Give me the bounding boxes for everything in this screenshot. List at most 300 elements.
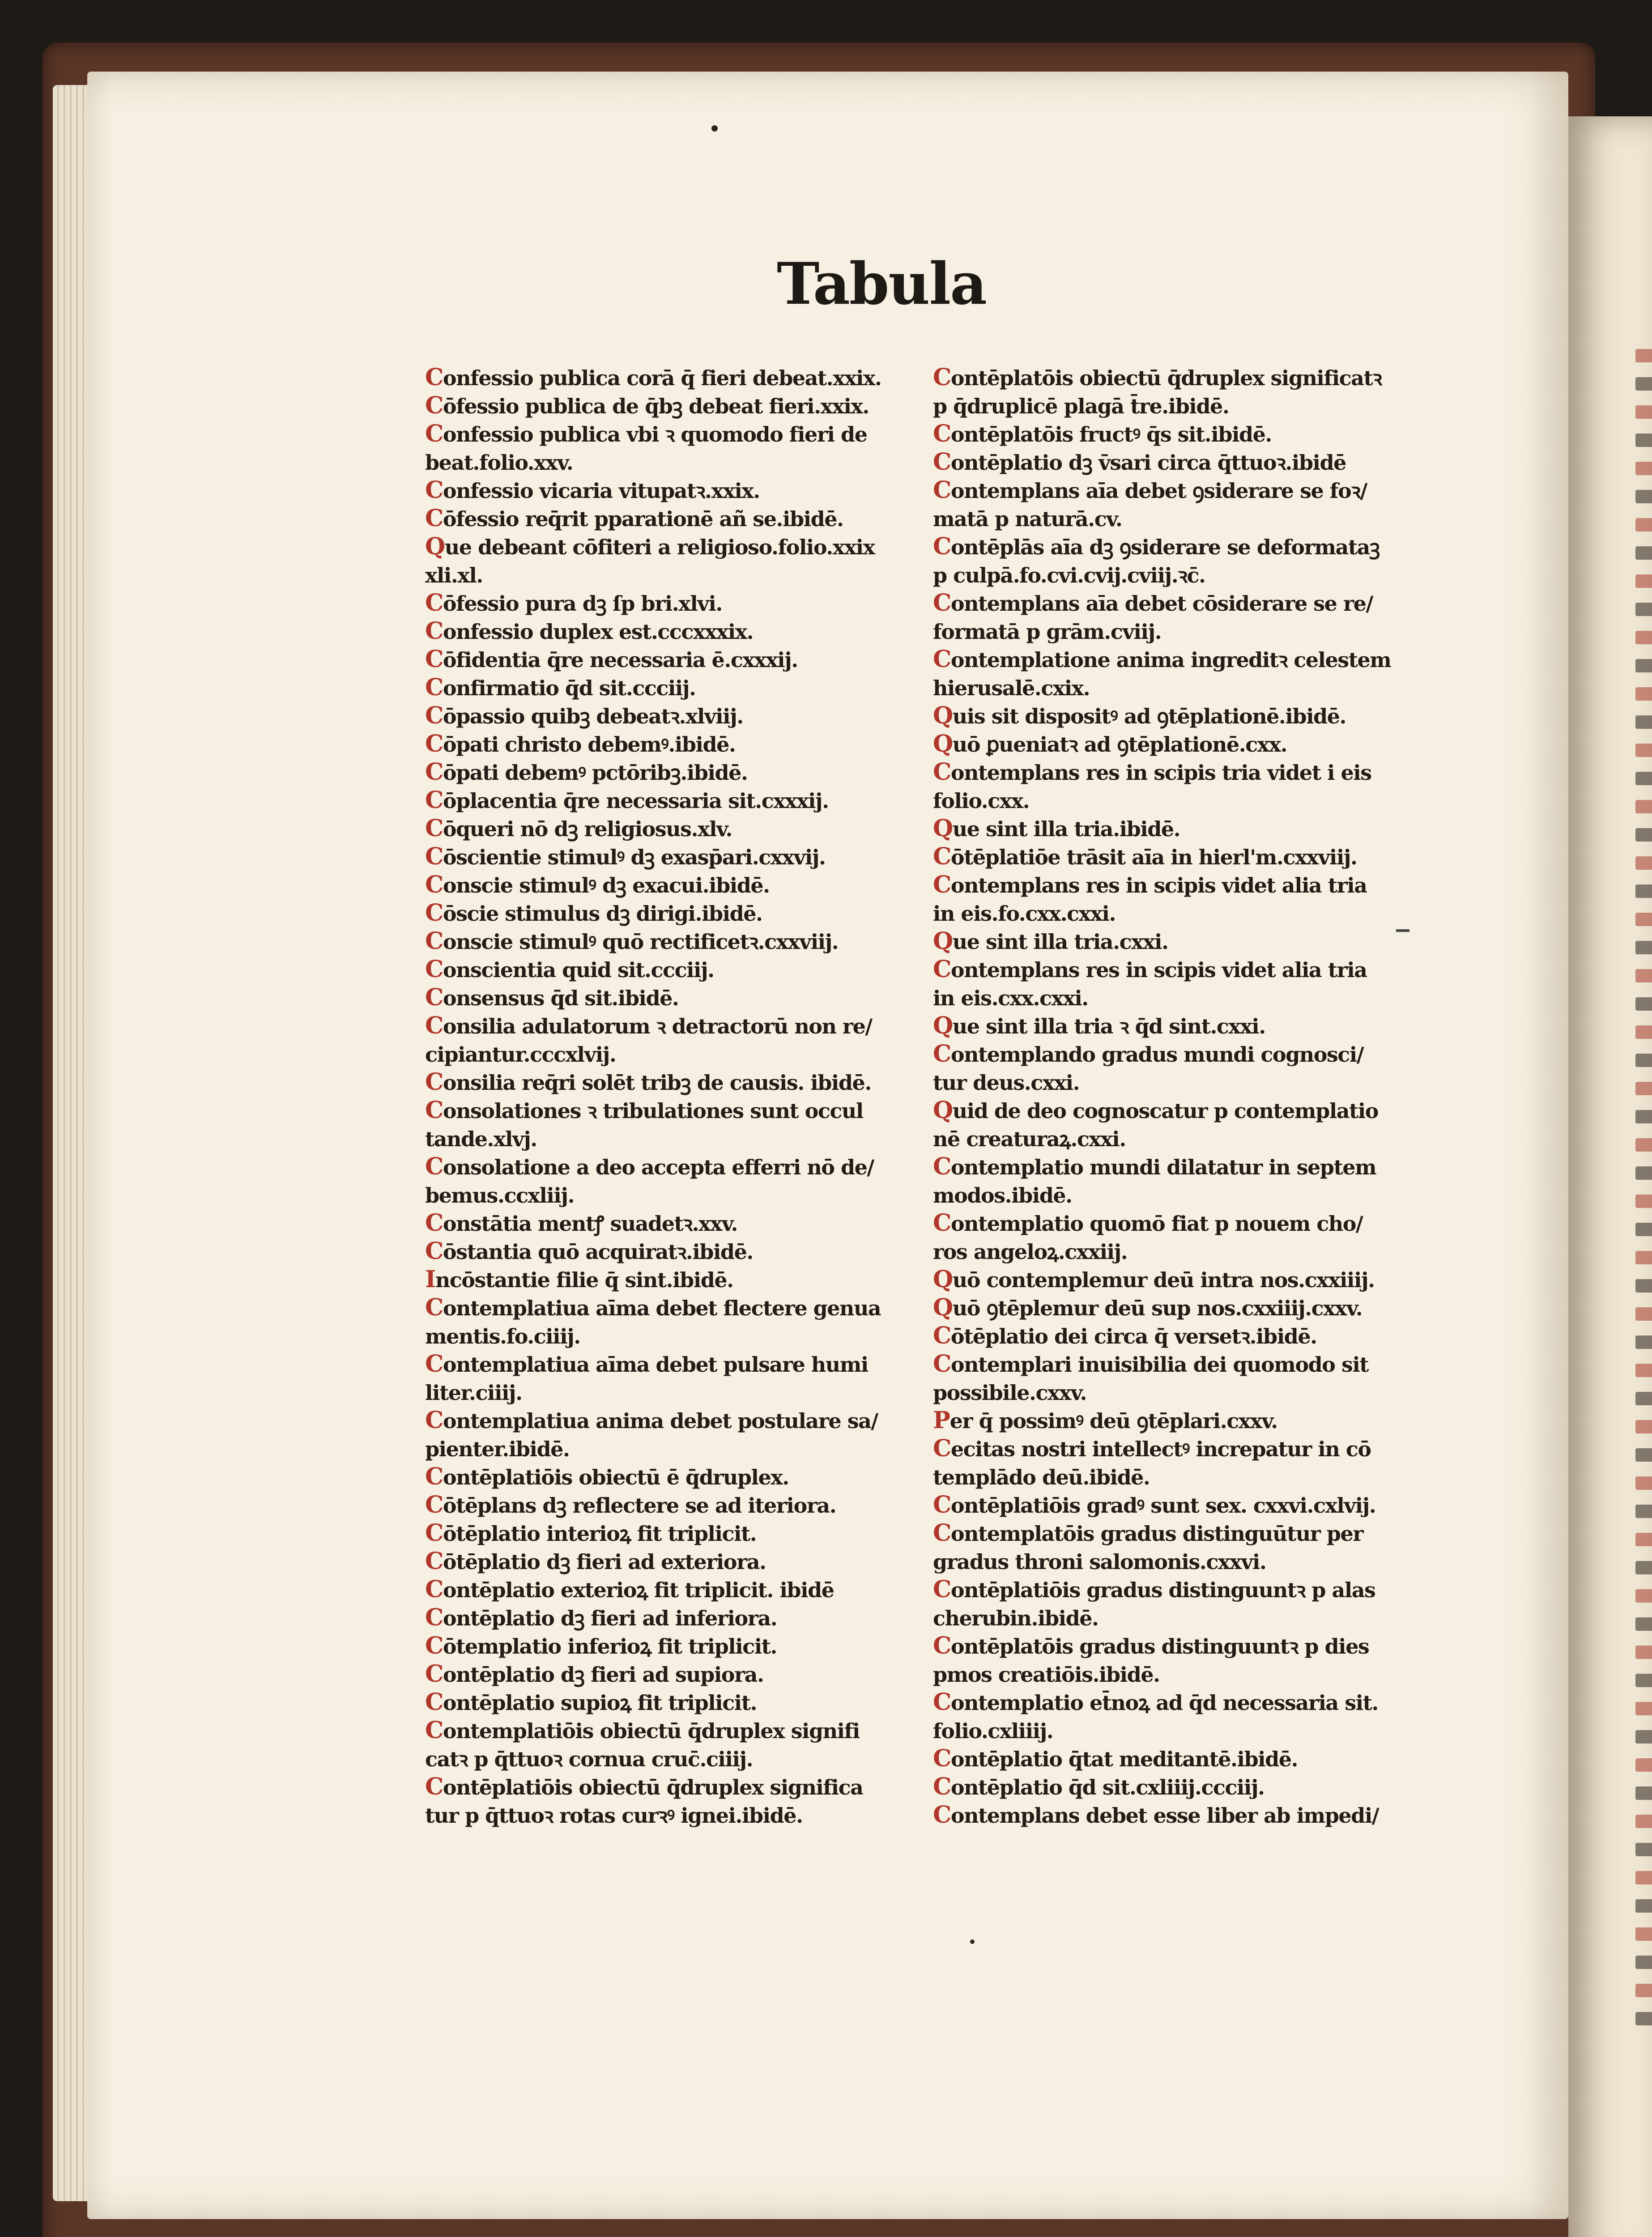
rubricated-initial: C: [425, 758, 443, 786]
index-entry: [425, 871, 949, 899]
rubricated-initial: C: [425, 646, 443, 673]
index-entry-text: ontēplatiōis gradus distinguuntꝛ p alas: [950, 1578, 1375, 1602]
index-entry: [933, 702, 1407, 730]
facing-page-text-fragment: [1635, 1815, 1652, 1828]
index-entry: [933, 589, 1407, 617]
rubricated-initial: C: [933, 758, 951, 786]
rubricated-initial: C: [933, 1040, 951, 1067]
facing-page-text-fragment: [1635, 1138, 1652, 1152]
index-entry: [425, 1519, 949, 1547]
index-entry-text: ontēplatio q̄tat meditantē.ibidē.: [950, 1747, 1298, 1771]
index-entry: [933, 1153, 1407, 1181]
facing-page-text-fragment: [1635, 913, 1652, 926]
index-entry: [425, 1632, 949, 1660]
index-entry: [425, 702, 949, 730]
index-entry-text: ontēplatiōis gradꝰ sunt sex. cxxvi.cxlvij.: [950, 1493, 1376, 1518]
index-entry-text: ōtēplans dꝫ reflectere se ad iteriora.: [443, 1493, 836, 1518]
index-entry: [933, 955, 1407, 983]
rubricated-initial: C: [425, 1576, 443, 1603]
facing-page-text-fragment: [1635, 546, 1652, 560]
facing-page-text-fragment: [1635, 1843, 1652, 1856]
index-entry-text: ontemplatiua anima debet postulare sa/: [443, 1409, 878, 1433]
facing-page-text-fragment: [1635, 1082, 1652, 1095]
rubricated-initial: C: [933, 1519, 951, 1547]
index-entry-text: ontēplatiōis obiectū q̄druplex significa: [443, 1775, 863, 1799]
index-entry-text: ontēplatio supioꝝ fit triplicit.: [443, 1691, 757, 1715]
index-entry: [425, 1068, 949, 1096]
index-entry-text: onstātia mentꝭ suadetꝛ.xxv.: [443, 1212, 738, 1236]
index-entry-text: uō ꝑueniatꝛ ad ꝯtēplationē.cxx.: [952, 732, 1287, 757]
index-entry: [425, 955, 949, 983]
index-entry-text: ontemplans res in scipis videt alia tria: [950, 873, 1367, 897]
index-entry: [933, 1716, 1407, 1744]
rubricated-initial: C: [425, 1463, 443, 1490]
index-entry-text: tur p q̄ttuoꝛ rotas curꝛꝰ ignei.ibidē.: [425, 1803, 803, 1828]
index-entry: [933, 1519, 1407, 1547]
index-entry-text: ōscientie stimulꝰ dꝫ exasp̄ari.cxxvij.: [443, 845, 826, 869]
index-entry: [425, 1547, 949, 1575]
index-entry: [425, 1237, 949, 1265]
index-entry-text: ontemplatio quomō fiat p nouem cho/: [950, 1212, 1363, 1236]
index-entry-text: uis sit dispositꝰ ad ꝯtēplationē.ibidē.: [952, 704, 1346, 728]
index-entry-text: in eis.fo.cxx.cxxi.: [933, 902, 1116, 926]
facing-page-text-fragment: [1635, 1476, 1652, 1490]
facing-page-text-fragment: [1635, 1054, 1652, 1067]
index-entry-text: hierusalē.cxix.: [933, 676, 1090, 700]
index-entry-text: cipiantur.cccxlvij.: [425, 1042, 616, 1067]
index-entry-text: tande.xlvj.: [425, 1127, 537, 1151]
rubricated-initial: C: [425, 505, 443, 532]
index-entry: [425, 1801, 949, 1829]
index-entry: [933, 1322, 1407, 1350]
rubricated-initial: C: [425, 617, 443, 645]
index-entry-text: ontēplatio exterioꝝ fit triplicit. ibidē: [443, 1578, 834, 1602]
facing-page-text-fragment: [1635, 631, 1652, 644]
facing-page-text-fragment: [1635, 1279, 1652, 1293]
index-entry-text: ontemplari inuisibilia dei quomodo sit: [950, 1352, 1369, 1377]
index-entry: [933, 645, 1407, 673]
index-entry-text: onsolationes ꝛ tribulationes sunt occul: [443, 1099, 863, 1123]
index-entry-text: nē creaturaꝝ.cxxi.: [933, 1127, 1126, 1151]
index-entry-text: ue sint illa tria.ibidē.: [952, 817, 1180, 841]
index-entry: [425, 645, 949, 673]
rubricated-initial: C: [425, 1604, 443, 1631]
facing-page-text-fragment: [1635, 1533, 1652, 1546]
index-entry-text: ontēplatōis obiectū q̄druplex significatꝛ: [950, 366, 1382, 390]
rubricated-initial: C: [425, 392, 443, 419]
facing-page-text-fragment: [1635, 603, 1652, 616]
rubricated-initial: C: [425, 1660, 443, 1688]
rubricated-initial: C: [425, 702, 443, 729]
facing-page-text-fragment: [1635, 1927, 1652, 1941]
facing-page-text-fragment: [1635, 518, 1652, 532]
facing-page-text-fragment: [1635, 687, 1652, 701]
index-entry-text: uō ꝯtēplemur deū sup nos.cxxiiij.cxxv.: [952, 1296, 1362, 1320]
facing-page-text-fragment: [1635, 941, 1652, 954]
index-entry-text: folio.cxliiij.: [933, 1719, 1053, 1743]
facing-page-text-fragment: [1635, 1223, 1652, 1236]
rubricated-initial: C: [425, 1688, 443, 1716]
page-speck: [711, 125, 718, 132]
index-entry-text: onsilia adulatorum ꝛ detractorū non re/: [443, 1014, 872, 1038]
index-entry: [425, 1406, 949, 1434]
rubricated-initial: C: [933, 646, 951, 673]
index-entry: [425, 420, 949, 448]
index-entry-text: onscie stimulꝰ dꝫ exacui.ibidē.: [443, 873, 770, 897]
rubricated-initial: Q: [933, 1012, 953, 1039]
index-entry-text: onsilia req̄ri solēt tribꝫ de causis. ibidē.: [443, 1071, 871, 1095]
index-entry: [933, 1744, 1407, 1773]
index-entry-text: onsolatione a deo accepta efferri nō de/: [443, 1155, 874, 1179]
facing-page-text-fragment: [1635, 1025, 1652, 1039]
facing-page-text-fragment: [1635, 1758, 1652, 1772]
facing-page-text-fragment: [1635, 2012, 1652, 2025]
index-entry: [933, 1040, 1407, 1068]
index-entry: [425, 1463, 949, 1491]
facing-page-text-fragment: [1635, 1166, 1652, 1180]
index-entry: [933, 1012, 1407, 1040]
rubricated-initial: Q: [933, 1097, 953, 1124]
index-entry: [933, 983, 1407, 1012]
index-entry-text: ontemplatione anima ingreditꝛ celestem: [950, 648, 1391, 672]
index-entry: [933, 1434, 1407, 1463]
facing-page-text-fragment: [1635, 800, 1652, 813]
index-entry-text: in eis.cxx.cxxi.: [933, 986, 1088, 1010]
index-entry: [933, 1491, 1407, 1519]
facing-page-text-fragment: [1635, 1730, 1652, 1744]
index-entry: [425, 448, 949, 476]
rubricated-initial: C: [425, 815, 443, 842]
rubricated-initial: Q: [933, 702, 953, 729]
index-entry: [425, 1434, 949, 1463]
index-entry-text: onscientia quid sit.ccciij.: [443, 958, 714, 982]
index-entry: [933, 532, 1407, 561]
rubricated-initial: Q: [933, 927, 953, 955]
facing-page-text-fragment: [1635, 1420, 1652, 1433]
facing-page-text-fragment: [1635, 1335, 1652, 1349]
index-entry: [425, 786, 949, 814]
facing-page-text-fragment: [1635, 828, 1652, 842]
facing-page-text-fragment: [1635, 997, 1652, 1011]
rubricated-initial: Q: [933, 1294, 953, 1321]
index-entry-text: ue sint illa tria.cxxi.: [952, 930, 1168, 954]
rubricated-initial: C: [933, 1153, 951, 1180]
index-entry-text: ōtēplatio dei circa q̄ versetꝛ.ibidē.: [950, 1324, 1317, 1348]
rubricated-initial: C: [933, 843, 951, 870]
index-entry-text: ontemplans res in scipis videt alia tria: [950, 958, 1367, 982]
facing-page-text-fragment: [1635, 462, 1652, 475]
index-entry: [425, 1575, 949, 1603]
facing-page-edge: [1568, 116, 1652, 2237]
index-entry: [425, 1012, 949, 1040]
index-entry: [933, 1096, 1407, 1124]
index-entry: [933, 1124, 1407, 1153]
index-entry-text: er q̄ possimꝰ deū ꝯtēplari.cxxv.: [949, 1409, 1277, 1433]
rubricated-initial: C: [425, 984, 443, 1011]
index-entry-text: p culpā.fo.cvi.cvij.cviij.ꝛc̄.: [933, 563, 1205, 587]
facing-page-text-fragment: [1635, 1392, 1652, 1405]
facing-page-text-fragment: [1635, 1871, 1652, 1884]
index-column-right: [933, 363, 1407, 1829]
index-entry-text: tur deus.cxxi.: [933, 1071, 1080, 1095]
rubricated-initial: C: [425, 674, 443, 701]
index-entry: [425, 758, 949, 786]
index-entry: [933, 1575, 1407, 1603]
rubricated-initial: I: [425, 1266, 435, 1293]
rubricated-initial: C: [425, 927, 443, 955]
index-entry-text: ontemplatiōis obiectū q̄druplex signifi: [443, 1719, 860, 1743]
index-entry-text: ecitas nostri intellectꝰ increpatur in cō: [950, 1437, 1371, 1461]
rubricated-initial: C: [425, 1238, 443, 1265]
rubricated-initial: C: [933, 1773, 951, 1800]
rubricated-initial: C: [425, 1068, 443, 1096]
rubricated-initial: Q: [425, 533, 445, 560]
rubricated-initial: C: [425, 364, 443, 391]
rubricated-initial: Q: [933, 815, 953, 842]
index-entry: [933, 420, 1407, 448]
facing-page-text-fragment: [1635, 1307, 1652, 1321]
facing-page-lines: [1635, 349, 1652, 2040]
index-entry-text: ontēplatio dꝫ v̄sari circa q̄ttuoꝛ.ibidē: [950, 451, 1346, 475]
index-entry: [933, 1068, 1407, 1096]
index-entry: [933, 673, 1407, 702]
index-entry: [425, 842, 949, 871]
rubricated-initial: C: [933, 589, 951, 617]
rubricated-initial: C: [933, 1576, 951, 1603]
rubricated-initial: C: [933, 420, 951, 447]
index-entry-text: ontēplatio q̄d sit.cxliiij.ccciij.: [950, 1775, 1265, 1799]
index-entry: [933, 730, 1407, 758]
rubricated-initial: C: [933, 1491, 951, 1518]
index-entry: [425, 1096, 949, 1124]
rubricated-initial: Q: [933, 730, 953, 757]
index-entry: [425, 1603, 949, 1632]
index-entry-text: formatā p grām.cviij.: [933, 620, 1162, 644]
index-entry: [933, 617, 1407, 645]
index-entry-text: ōfessio req̄rit pparationē añ se.ibidē.: [443, 507, 843, 531]
facing-page-text-fragment: [1635, 377, 1652, 391]
index-entry-text: onfirmatio q̄d sit.ccciij.: [443, 676, 696, 700]
index-entry: [425, 1153, 949, 1181]
index-entry-text: ōfessio pura dꝫ ſp bri.xlvi.: [443, 591, 722, 616]
index-entry: [425, 814, 949, 842]
facing-page-text-fragment: [1635, 1448, 1652, 1462]
index-entry-text: onfessio duplex est.cccxxxix.: [443, 620, 754, 644]
facing-page-text-fragment: [1635, 1956, 1652, 1969]
facing-page-text-fragment: [1635, 1505, 1652, 1518]
index-entry: [425, 673, 949, 702]
index-entry-text: ōtēplatiōe trāsit aīa in hierl'm.cxxviij.: [950, 845, 1357, 869]
index-entry: [425, 1322, 949, 1350]
index-entry-text: ontēplatōis fructꝰ q̄s sit.ibidē.: [950, 422, 1272, 447]
index-entry: [933, 561, 1407, 589]
index-entry: [933, 1181, 1407, 1209]
index-entry: [933, 1660, 1407, 1688]
index-entry: [425, 1744, 949, 1773]
index-entry: [425, 1660, 949, 1688]
index-entry-text: folio.cxx.: [933, 789, 1030, 813]
rubricated-initial: C: [425, 1097, 443, 1124]
index-entry: [425, 391, 949, 420]
index-entry: [425, 730, 949, 758]
rubricated-initial: C: [425, 787, 443, 814]
facing-page-text-fragment: [1635, 1251, 1652, 1264]
index-entry: [933, 1688, 1407, 1716]
facing-page-text-fragment: [1635, 1110, 1652, 1123]
rubricated-initial: C: [425, 843, 443, 870]
rubricated-initial: C: [933, 1350, 951, 1378]
facing-page-text-fragment: [1635, 1195, 1652, 1208]
page-speck: [970, 1939, 975, 1944]
index-entry-text: uid de deo cognoscatur p contemplatio: [952, 1099, 1378, 1123]
index-entry: [933, 448, 1407, 476]
index-entry: [425, 1491, 949, 1519]
rubricated-initial: C: [933, 1801, 951, 1829]
index-entry: [933, 927, 1407, 955]
rubricated-initial: C: [425, 1407, 443, 1434]
index-entry-text: ontemplatiua aīma debet pulsare humi: [443, 1352, 868, 1377]
index-entry-text: xli.xl.: [425, 563, 483, 587]
index-entry-text: ōplacentia q̄re necessaria sit.cxxxij.: [443, 789, 829, 813]
index-entry-text: onscie stimulꝰ quō rectificetꝛ.cxxviij.: [443, 930, 839, 954]
facing-page-text-fragment: [1635, 434, 1652, 447]
facing-page-text-fragment: [1635, 744, 1652, 757]
index-entry-text: ontemplans aīa debet ꝯsiderare se foꝛ/: [950, 479, 1367, 503]
facing-page-text-fragment: [1635, 1364, 1652, 1377]
index-entry-text: ōstantia quō acquiratꝛ.ibidē.: [443, 1240, 753, 1264]
facing-page-text-fragment: [1635, 1786, 1652, 1800]
index-entry: [933, 1265, 1407, 1293]
index-entry: [933, 391, 1407, 420]
facing-page-text-fragment: [1635, 405, 1652, 419]
index-entry-text: gradus throni salomonis.cxxvi.: [933, 1550, 1266, 1574]
index-entry: [933, 1773, 1407, 1801]
index-entry-text: ontemplans debet esse liber ab impedi/: [950, 1803, 1379, 1828]
facing-page-text-fragment: [1635, 1899, 1652, 1913]
facing-page-text-fragment: [1635, 969, 1652, 982]
index-entry: [933, 1378, 1407, 1406]
index-entry: [933, 363, 1407, 391]
index-entry: [425, 561, 949, 589]
index-entry: [425, 1265, 949, 1293]
rubricated-initial: C: [425, 1519, 443, 1547]
index-entry: [933, 814, 1407, 842]
index-entry: [425, 927, 949, 955]
index-entry-text: ōtēplatio dꝫ fieri ad exteriora.: [443, 1550, 766, 1574]
index-entry: [425, 363, 949, 391]
index-entry-text: onsensus q̄d sit.ibidē.: [443, 986, 679, 1010]
index-entry: [425, 1350, 949, 1378]
index-entry-text: ōpassio quibꝫ debeatꝛ.xlviij.: [443, 704, 743, 728]
index-entry: [425, 983, 949, 1012]
index-entry-text: onfessio vicaria vitupatꝛ.xxix.: [443, 479, 760, 503]
index-entry: [425, 1773, 949, 1801]
facing-page-text-fragment: [1635, 856, 1652, 870]
rubricated-initial: C: [933, 1745, 951, 1772]
index-entry-text: mentis.fo.ciiij.: [425, 1324, 580, 1348]
index-entry-text: ōtemplatio inferioꝝ fit triplicit.: [443, 1634, 777, 1659]
index-entry-text: pienter.ibidē.: [425, 1437, 570, 1461]
rubricated-initial: C: [933, 1688, 951, 1716]
index-entry-text: ue sint illa tria ꝛ q̄d sint.cxxi.: [952, 1014, 1265, 1038]
index-entry: [425, 1688, 949, 1716]
rubricated-initial: C: [425, 730, 443, 757]
facing-page-text-fragment: [1635, 1589, 1652, 1603]
index-entry-text: catꝛ p q̄ttuoꝛ cornua cruc̄.ciiij.: [425, 1747, 753, 1771]
rubricated-initial: C: [425, 1153, 443, 1180]
facing-page-text-fragment: [1635, 574, 1652, 588]
rubricated-initial: C: [425, 899, 443, 927]
index-entry-text: ōscie stimulus dꝫ dirigi.ibidē.: [443, 902, 762, 926]
index-entry: [425, 1124, 949, 1153]
index-entry-text: ontēplatio dꝫ fieri ad supiora.: [443, 1663, 764, 1687]
index-entry-text: cherubin.ibidē.: [933, 1606, 1098, 1630]
index-entry: [425, 1209, 949, 1237]
index-entry-text: beat.folio.xxv.: [425, 451, 573, 475]
rubricated-initial: C: [933, 1435, 951, 1462]
rubricated-initial: C: [425, 1548, 443, 1575]
index-entry: [425, 589, 949, 617]
facing-page-text-fragment: [1635, 490, 1652, 503]
index-entry: [425, 504, 949, 532]
index-entry: [933, 1603, 1407, 1632]
index-entry: [933, 1293, 1407, 1322]
index-entry: [425, 1378, 949, 1406]
rubricated-initial: C: [933, 956, 951, 983]
index-entry-text: pmos creatiōis.ibidē.: [933, 1663, 1160, 1687]
index-entry-text: ros angeloꝝ.cxxiij.: [933, 1240, 1128, 1264]
index-entry-text: ōtēplatio interioꝝ fit triplicit.: [443, 1522, 757, 1546]
facing-page-text-fragment: [1635, 659, 1652, 672]
rubricated-initial: P: [933, 1407, 950, 1434]
index-entry: [933, 1547, 1407, 1575]
rubricated-initial: C: [933, 871, 951, 898]
index-entry-text: ōfessio publica de q̄bꝫ debeat fieri.xxix.: [443, 394, 869, 418]
index-entry-text: ontēplās aīa dꝫ ꝯsiderare se deformataꝫ: [950, 535, 1380, 559]
rubricated-initial: C: [425, 589, 443, 617]
index-entry: [425, 476, 949, 504]
rubricated-initial: C: [933, 476, 951, 504]
index-entry-text: ōfidentia q̄re necessaria ē.cxxxij.: [443, 648, 798, 672]
index-entry: [933, 758, 1407, 786]
index-entry-text: ontemplatiua aīma debet flectere genua: [443, 1296, 881, 1320]
rubricated-initial: C: [425, 871, 443, 898]
facing-page-text-fragment: [1635, 772, 1652, 785]
facing-page-text-fragment: [1635, 349, 1652, 362]
facing-page-text-fragment: [1635, 1702, 1652, 1715]
index-column-left: [425, 363, 949, 1829]
index-entry-text: onfessio publica vbi ꝛ quomodo fieri de: [443, 422, 867, 447]
index-entry: [933, 1237, 1407, 1265]
index-entry-text: ontemplatōis gradus distinguūtur per: [950, 1522, 1363, 1546]
facing-page-text-fragment: [1635, 715, 1652, 729]
index-entry-text: ontemplans res in scipis tria videt i eis: [950, 761, 1371, 785]
index-entry-text: ōqueri nō dꝫ religiosus.xlv.: [443, 817, 732, 841]
facing-page-text-fragment: [1635, 1561, 1652, 1574]
index-entry-text: ontemplatio et̄noꝝ ad q̄d necessaria sit.: [950, 1691, 1378, 1715]
rubricated-initial: C: [425, 1632, 443, 1659]
index-entry: [425, 1293, 949, 1322]
index-entry-text: modos.ibidē.: [933, 1183, 1072, 1208]
index-entry: [933, 871, 1407, 899]
facing-page-text-fragment: [1635, 1984, 1652, 1997]
index-entry: [425, 1040, 949, 1068]
page-title: Tabula: [776, 251, 987, 318]
index-entry-text: possibile.cxxv.: [933, 1381, 1086, 1405]
facing-page-text-fragment: [1635, 1617, 1652, 1631]
index-entry-text: ontemplatio mundi dilatatur in septem: [950, 1155, 1376, 1179]
index-entry-text: templādo deū.ibidē.: [933, 1465, 1150, 1489]
